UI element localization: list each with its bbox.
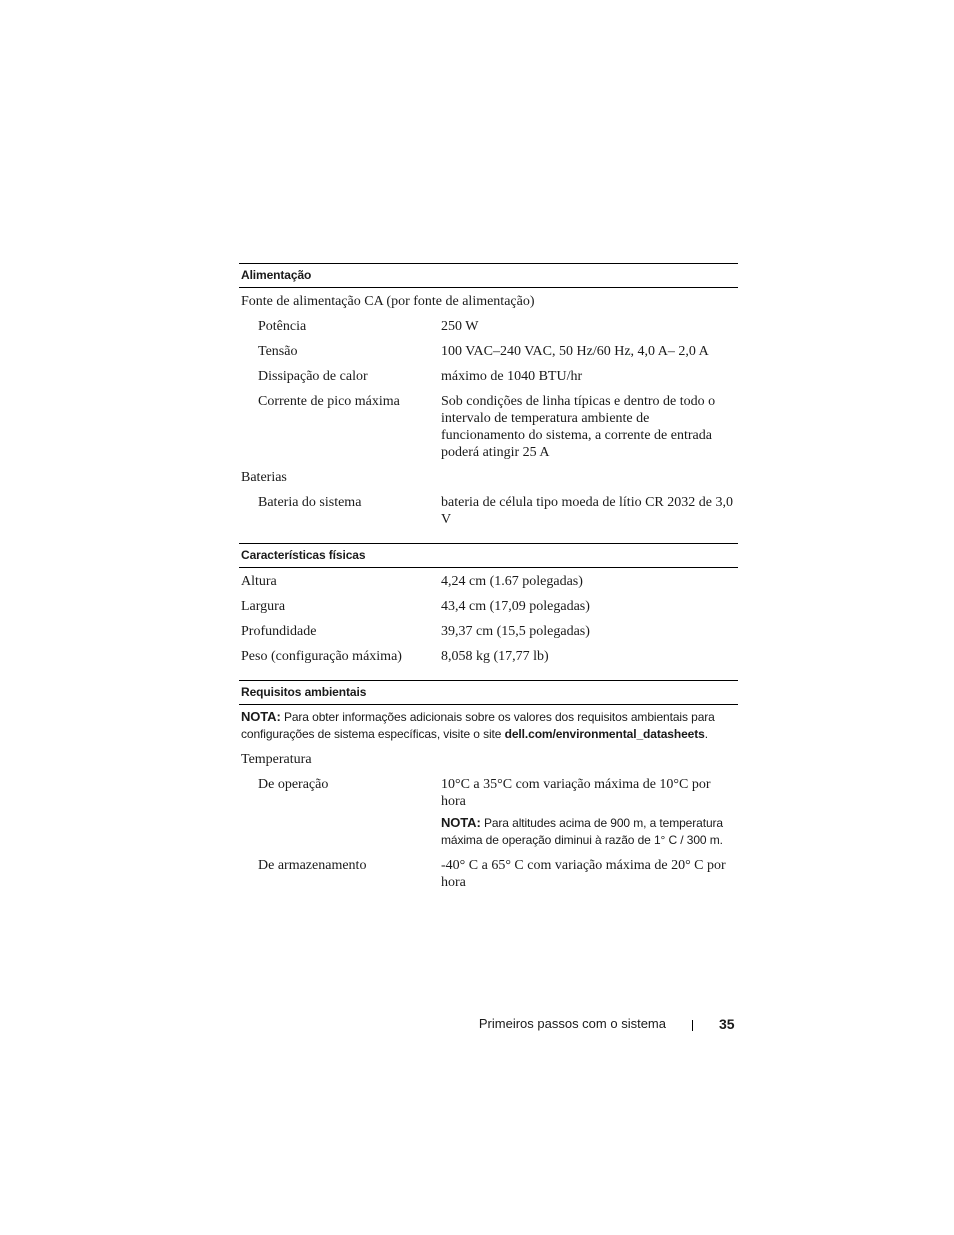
spec-value: 8,058 kg (17,77 lb) <box>441 649 549 664</box>
batteries-heading: Baterias <box>241 470 287 485</box>
spec-value: máximo de 1040 BTU/hr <box>441 369 583 384</box>
note-text: Para altitudes acima de 900 m, a temperatura máxima de operação diminui à razão de 1° C / 300 m. <box>441 816 724 847</box>
spec-label: Dissipação de calor <box>258 369 368 384</box>
spec-value: 10°C a 35°C com variação máxima de 10°C por hora <box>441 777 711 809</box>
section-header-physical: Características físicas <box>239 543 738 568</box>
spec-page <box>239 263 738 895</box>
spec-label: De operação <box>258 777 329 792</box>
note-text: Para obter informações adicionais sobre os valores dos requisitos ambientais para configurações de sistema específicas, visite o site <box>241 710 715 741</box>
spec-value: 100 VAC–240 VAC, 50 Hz/60 Hz, 4,0 A– 2,0 A <box>441 344 709 359</box>
spec-row-weight <box>239 644 738 669</box>
spec-row-width <box>239 594 738 619</box>
spec-row-storage-temp <box>239 853 738 895</box>
altitude-note <box>441 810 734 849</box>
spec-label: Largura <box>241 599 286 614</box>
spec-label: De armazenamento <box>258 858 367 873</box>
spec-label: Profundidade <box>241 624 317 639</box>
environmental-note <box>239 706 738 747</box>
spec-label: Peso (configuração máxima) <box>241 649 402 664</box>
page-number: 35 <box>719 1016 735 1032</box>
spec-row-voltage <box>239 339 738 364</box>
footer-title: Primeiros passos com o sistema <box>478 1016 666 1031</box>
environmental-rows <box>239 705 738 895</box>
spec-label: Potência <box>258 319 307 334</box>
temperature-heading: Temperatura <box>241 752 312 767</box>
note-period: . <box>704 727 708 741</box>
spec-label: Bateria do sistema <box>258 495 362 510</box>
spec-value: bateria de célula tipo moeda de lítio CR 2032 de 3,0 V <box>441 495 733 527</box>
spec-label: Tensão <box>258 344 298 359</box>
spec-label: Altura <box>241 574 277 589</box>
spec-value: -40° C a 65° C com variação máxima de 20° C por hora <box>441 858 726 890</box>
section-header-environmental: Requisitos ambientais <box>239 680 738 705</box>
spec-label: Corrente de pico máxima <box>258 394 400 409</box>
datasheets-link[interactable]: dell.com/environmental_datasheets <box>504 727 705 741</box>
spec-row-wattage <box>239 314 738 339</box>
note-label: NOTA: <box>241 709 281 724</box>
spec-value-block <box>441 776 738 849</box>
ac-supply-heading: Fonte de alimentação CA (por fonte de alimentação) <box>241 294 535 309</box>
spec-row-heat-dissipation <box>239 364 738 389</box>
section-header-power: Alimentação <box>239 263 738 288</box>
spec-value: 250 W <box>441 319 479 334</box>
spec-value: 43,4 cm (17,09 polegadas) <box>441 599 590 614</box>
spec-value: Sob condições de linha típicas e dentro de todo o intervalo de temperatura ambiente de funcionamento do sistema, a corrente de entrada poderá atingir 25 A <box>441 394 716 460</box>
physical-rows <box>239 568 738 669</box>
footer-separator <box>692 1020 693 1031</box>
spec-row-operating-temp <box>239 772 738 853</box>
spec-row-height <box>239 569 738 594</box>
note-label: NOTA: <box>441 815 481 830</box>
power-rows <box>239 288 738 532</box>
spec-row-depth <box>239 619 738 644</box>
spec-row-inrush-current <box>239 389 738 465</box>
spec-value: 39,37 cm (15,5 polegadas) <box>441 624 590 639</box>
spec-row-system-battery <box>239 490 738 532</box>
spec-value: 4,24 cm (1.67 polegadas) <box>441 574 583 589</box>
